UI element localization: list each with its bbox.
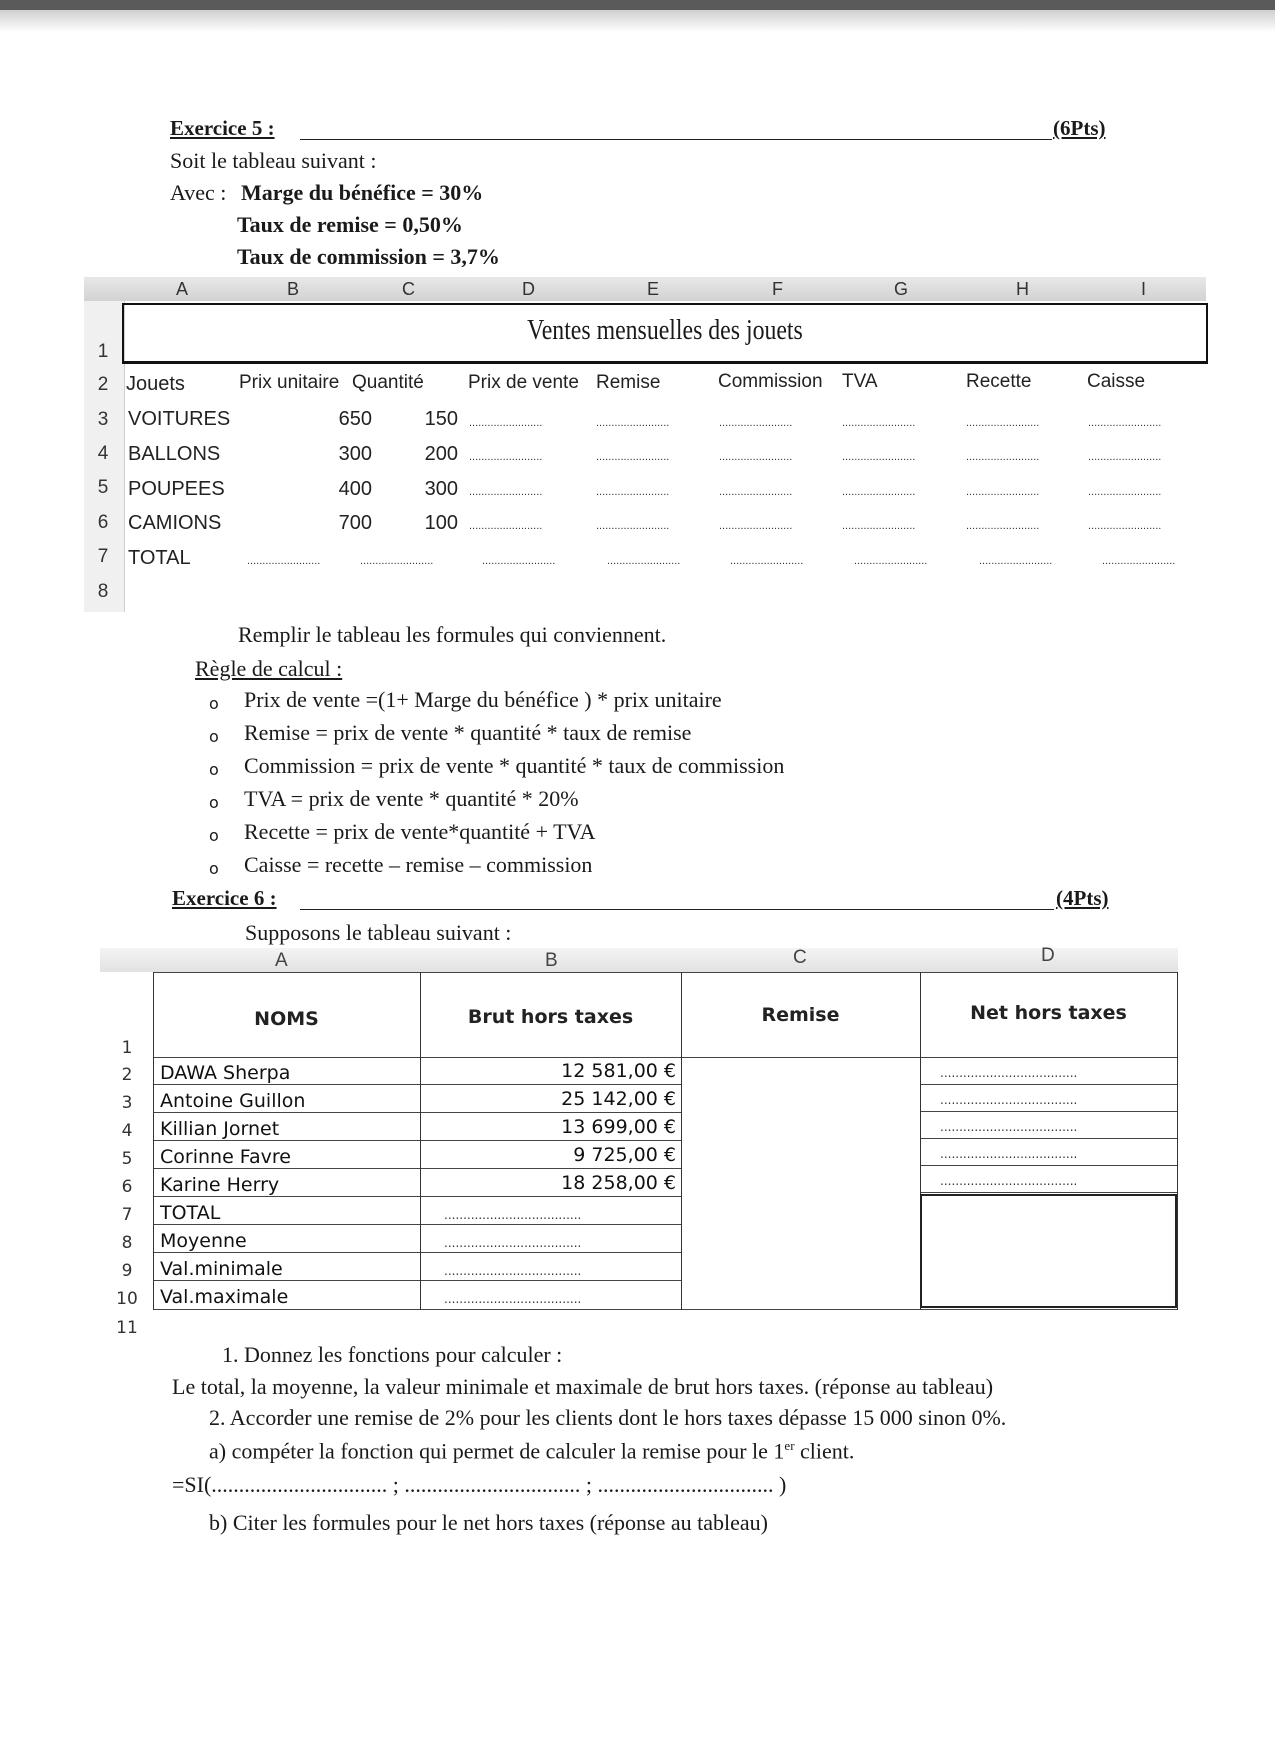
total-blank-cell: ........................ — [607, 555, 681, 567]
marge-text: Marge du bénéfice = 30% — [241, 180, 484, 205]
total-blank-cell: ........................ — [979, 555, 1053, 567]
col-letter: B — [287, 279, 300, 299]
col-letter: E — [647, 279, 660, 299]
summary-label: Moyenne — [160, 1230, 247, 1252]
blank-cell: ........................ — [719, 486, 793, 498]
brut-value: 13 699,00 € — [561, 1116, 676, 1138]
blank-cell: ........................ — [596, 520, 670, 532]
blank-cell: ........................ — [966, 486, 1040, 498]
header-cell: Recette — [966, 371, 1032, 392]
total-blank-cell: ........................ — [1102, 555, 1176, 567]
header-cell: Quantité — [352, 372, 424, 393]
row-number: 7 — [97, 546, 109, 567]
row-number: 5 — [121, 1149, 133, 1169]
row-number: 10 — [116, 1289, 138, 1309]
exercise-5-intro: Soit le tableau suivant : — [170, 148, 377, 173]
blank-cell: ........................ — [1088, 520, 1162, 532]
unit-price: 700 — [338, 512, 372, 534]
col-letter: B — [545, 950, 558, 971]
grid-line — [920, 1192, 1177, 1193]
exercise-5-rule — [300, 139, 1052, 140]
exercise-6-points: (4Pts) — [1056, 886, 1109, 910]
col-letter: F — [772, 279, 783, 299]
blank-cell: ........................ — [1088, 417, 1162, 429]
brut-value: 9 725,00 € — [573, 1144, 676, 1166]
sheet-title-box — [122, 303, 1208, 364]
blank-cell: ........................ — [842, 520, 916, 532]
header-cell: Caisse — [1087, 371, 1146, 392]
blank-cell: .................................... — [940, 1066, 1078, 1080]
blank-cell: .................................... — [444, 1208, 582, 1222]
toy-name: CAMIONS — [128, 512, 222, 534]
col-letter: I — [1141, 279, 1147, 299]
blank-cell: .................................... — [940, 1174, 1078, 1188]
unit-price: 300 — [338, 443, 372, 465]
grid-line — [153, 1280, 681, 1281]
row-number: 6 — [97, 512, 109, 533]
question-2a-end: client. — [794, 1438, 855, 1464]
blank-cell: ........................ — [469, 486, 543, 498]
question-2a-text: a) compéter la fonction qui permet de calculer la remise pour le 1 — [209, 1438, 785, 1464]
question-2b: b) Citer les formules pour le net hors taxes (réponse au tableau) — [209, 1510, 768, 1535]
row-number: 8 — [97, 581, 109, 602]
col-letter: G — [894, 279, 909, 299]
col-letter: D — [1041, 945, 1055, 966]
bullet-icon: o — [209, 760, 219, 779]
blank-cell: ........................ — [596, 451, 670, 463]
quantity: 100 — [424, 512, 458, 534]
row-number: 1 — [97, 341, 109, 362]
blank-cell: ........................ — [596, 417, 670, 429]
blank-cell: .................................... — [940, 1093, 1078, 1107]
blank-cell: ........................ — [842, 417, 916, 429]
grid-line — [153, 1112, 681, 1113]
blank-cell: .................................... — [444, 1292, 582, 1306]
row-number: 11 — [116, 1318, 138, 1338]
rule-item: Recette = prix de vente*quantité + TVA — [244, 819, 596, 844]
header-cell: Jouets — [126, 373, 185, 395]
bullet-icon: o — [209, 694, 219, 713]
rule-item: TVA = prix de vente * quantité * 20% — [244, 786, 579, 811]
grid-line — [153, 972, 1177, 973]
instruction-text: Remplir le tableau les formules qui conviennent. — [238, 622, 667, 647]
client-name: Antoine Guillon — [160, 1090, 306, 1112]
blank-cell: ........................ — [596, 486, 670, 498]
col-letter: H — [1016, 279, 1029, 299]
blank-cell: .................................... — [940, 1147, 1078, 1161]
row-number: 1 — [121, 1038, 133, 1058]
brut-value: 18 258,00 € — [561, 1172, 676, 1194]
question-2a — [209, 1438, 854, 1464]
total-blank-cell: ........................ — [482, 555, 556, 567]
row-number: 5 — [97, 477, 109, 498]
bullet-icon: o — [209, 826, 219, 845]
header-noms: NOMS — [254, 1008, 319, 1030]
remise-rate-text: Taux de remise = 0,50% — [237, 212, 463, 237]
total-label: TOTAL — [128, 547, 191, 569]
rule-item: Remise = prix de vente * quantité * taux de remise — [244, 720, 692, 745]
grid-line — [920, 1165, 1177, 1166]
header-brut: Brut hors taxes — [467, 1006, 634, 1028]
col-letter: D — [522, 279, 535, 299]
selection-box — [920, 1194, 1177, 1308]
header-cell: Commission — [718, 371, 823, 392]
blank-cell: .................................... — [940, 1120, 1078, 1134]
rule-item: Commission = prix de vente * quantité * taux de commission — [244, 753, 785, 778]
si-formula-line: =SI(................................ ; ................................ ; ................................ ) — [172, 1472, 787, 1497]
quantity: 150 — [424, 408, 458, 430]
blank-cell: ........................ — [469, 417, 543, 429]
summary-label: TOTAL — [160, 1202, 221, 1224]
bullet-icon: o — [209, 859, 219, 878]
client-name: Killian Jornet — [160, 1118, 280, 1140]
question-1: 1. Donnez les fonctions pour calculer : — [222, 1342, 563, 1367]
grid-line — [153, 1168, 681, 1169]
row-number: 2 — [97, 374, 109, 395]
blank-cell: ........................ — [1088, 486, 1162, 498]
column-header-bar — [100, 948, 1178, 972]
blank-cell: ........................ — [966, 520, 1040, 532]
grid-line — [153, 1252, 681, 1253]
question-2a-superscript: er — [784, 1438, 795, 1453]
grid-line — [920, 1084, 1177, 1085]
exercise-5-points: (6Pts) — [1053, 116, 1106, 140]
header-cell: Prix de vente — [468, 372, 579, 393]
quantity: 300 — [424, 478, 458, 500]
brut-value: 25 142,00 € — [561, 1088, 676, 1110]
grid-line — [153, 1140, 681, 1141]
scan-top-shadow — [0, 10, 1275, 32]
question-2: 2. Accorder une remise de 2% pour les clients dont le hors taxes dépasse 15 000 sinon 0%. — [209, 1405, 1007, 1430]
grid-line — [153, 1309, 1177, 1310]
total-blank-cell: ........................ — [360, 555, 434, 567]
grid-line — [1177, 972, 1178, 1310]
row-number: 3 — [97, 409, 109, 430]
column-header-bar — [84, 277, 1206, 301]
blank-cell: ........................ — [469, 520, 543, 532]
blank-cell: ........................ — [469, 451, 543, 463]
brut-value: 12 581,00 € — [561, 1060, 676, 1082]
quantity: 200 — [424, 443, 458, 465]
sheet-title: Ventes mensuelles des jouets — [527, 315, 803, 346]
col-letter: A — [275, 950, 288, 971]
header-remise: Remise — [761, 1004, 840, 1026]
blank-cell: ........................ — [719, 417, 793, 429]
blank-cell: ........................ — [966, 451, 1040, 463]
blank-cell: ........................ — [1088, 451, 1162, 463]
client-name: DAWA Sherpa — [160, 1062, 291, 1084]
exercise-6-title: Exercice 6 : — [172, 886, 277, 910]
row-number: 2 — [121, 1065, 133, 1085]
scan-top-edge — [0, 0, 1275, 10]
row-number: 7 — [121, 1205, 133, 1225]
toy-name: BALLONS — [128, 443, 221, 465]
bullet-icon: o — [209, 727, 219, 746]
exercise-6-intro: Supposons le tableau suivant : — [245, 920, 512, 945]
header-cell: TVA — [842, 371, 878, 392]
total-blank-cell: ........................ — [854, 555, 928, 567]
grid-line — [153, 1196, 681, 1197]
col-letter: C — [793, 947, 807, 968]
toy-name: POUPEES — [128, 478, 225, 500]
grid-line — [153, 1224, 681, 1225]
row-number: 3 — [121, 1093, 133, 1113]
header-cell: Prix unitaire — [239, 372, 340, 393]
blank-cell: .................................... — [444, 1264, 582, 1278]
blank-cell: ........................ — [719, 451, 793, 463]
grid-line — [153, 1057, 1177, 1058]
total-blank-cell: ........................ — [730, 555, 804, 567]
commission-rate-text: Taux de commission = 3,7% — [237, 244, 500, 269]
blank-cell: .................................... — [444, 1236, 582, 1250]
unit-price: 650 — [338, 408, 372, 430]
grid-line — [153, 1084, 681, 1085]
grid-line — [920, 1138, 1177, 1139]
row-number: 4 — [97, 443, 109, 464]
client-name: Corinne Favre — [160, 1146, 291, 1168]
blank-cell: ........................ — [842, 451, 916, 463]
blank-cell: ........................ — [842, 486, 916, 498]
exercise-6-rule — [300, 909, 1054, 910]
row-number: 9 — [121, 1261, 133, 1281]
client-name: Karine Herry — [160, 1174, 280, 1196]
question-1-text: Le total, la moyenne, la valeur minimale et maximale de brut hors taxes. (réponse au tableau) — [172, 1374, 994, 1399]
toy-name: VOITURES — [128, 408, 231, 430]
header-net: Net hors taxes — [970, 1002, 1127, 1024]
summary-label: Val.minimale — [160, 1258, 283, 1280]
col-letter: C — [402, 279, 415, 299]
bullet-icon: o — [209, 793, 219, 812]
rule-item: Prix de vente =(1+ Marge du bénéfice ) * prix unitaire — [244, 687, 722, 712]
total-blank-cell: ........................ — [247, 555, 321, 567]
summary-label: Val.maximale — [160, 1286, 289, 1308]
blank-cell: ........................ — [966, 417, 1040, 429]
row-number: 8 — [121, 1233, 133, 1253]
exercise-5-title: Exercice 5 : — [170, 116, 275, 140]
sales-spreadsheet — [84, 277, 1206, 612]
rule-title: Règle de calcul : — [195, 656, 343, 681]
avec-label: Avec : — [170, 180, 227, 205]
rule-item: Caisse = recette – remise – commission — [244, 852, 593, 877]
col-letter: A — [176, 279, 189, 299]
grid-line — [920, 1111, 1177, 1112]
blank-cell: ........................ — [719, 520, 793, 532]
row-number: 4 — [121, 1121, 133, 1141]
row-number: 6 — [121, 1177, 133, 1197]
unit-price: 400 — [338, 478, 372, 500]
header-cell: Remise — [596, 372, 661, 393]
